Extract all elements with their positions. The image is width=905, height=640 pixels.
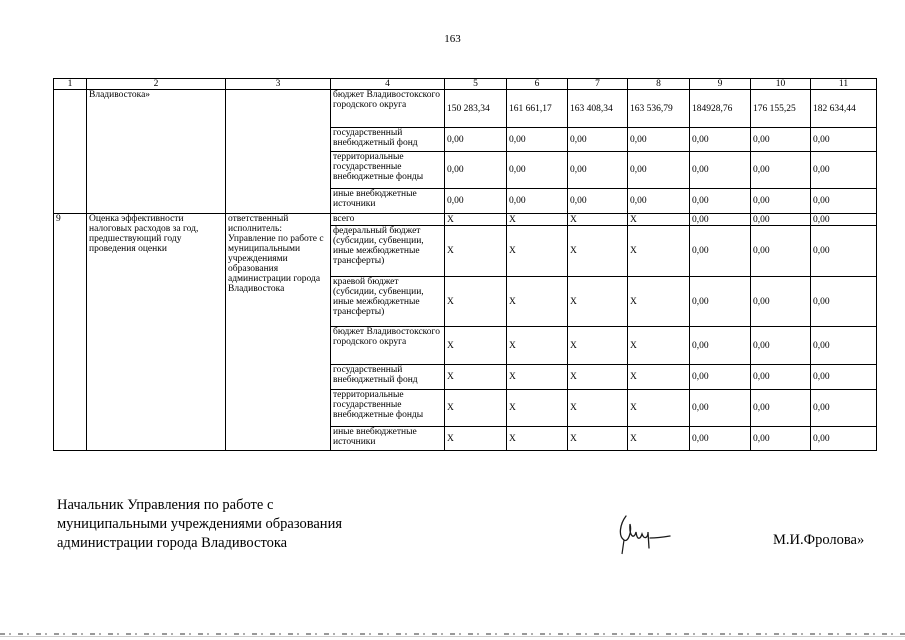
value-cell: X [628,390,690,427]
column-number: 4 [331,79,445,90]
value-cell: X [568,427,628,451]
value-cell: 0,00 [751,327,811,365]
column-number: 8 [628,79,690,90]
value-cell: X [628,427,690,451]
value-cell: 0,00 [751,189,811,214]
value-cell: X [568,327,628,365]
funding-source-cell: федеральный бюджет (субсидии, субвенции, иные межбюджетные трансферты) [331,226,445,277]
value-cell: 176 155,25 [751,90,811,128]
value-cell: 0,00 [751,365,811,390]
value-cell: X [507,226,568,277]
value-cell: 161 661,17 [507,90,568,128]
value-cell: X [568,390,628,427]
value-cell: X [507,277,568,327]
value-cell: X [445,427,507,451]
value-cell: X [568,226,628,277]
value-cell: 0,00 [507,189,568,214]
value-cell: X [628,214,690,226]
value-cell: 0,00 [507,152,568,189]
value-cell: 0,00 [811,327,877,365]
funding-source-cell: территориальные государственные внебюджетные фонды [331,390,445,427]
value-cell: X [445,277,507,327]
executor-cell: ответственный исполнитель: Управление по работе с муниципальными учреждениями образования администрации города Владивостока [226,214,331,451]
value-cell: X [628,226,690,277]
value-cell: 0,00 [445,152,507,189]
table-row [54,90,877,128]
budget-table [53,78,877,451]
handwritten-signature [612,510,672,558]
value-cell: 0,00 [445,128,507,152]
executor-cell [226,90,331,214]
column-number: 2 [87,79,226,90]
value-cell: 0,00 [751,226,811,277]
value-cell: X [507,365,568,390]
value-cell: 0,00 [690,128,751,152]
value-cell: 184928,76 [690,90,751,128]
value-cell: 0,00 [751,128,811,152]
value-cell: X [445,226,507,277]
funding-source-cell: краевой бюджет (субсидии, субвенции, иные межбюджетные трансферты) [331,277,445,327]
value-cell: 0,00 [811,128,877,152]
value-cell: X [628,327,690,365]
value-cell: 0,00 [690,390,751,427]
value-cell: X [507,214,568,226]
signature-block [57,496,342,553]
value-cell: X [628,365,690,390]
value-cell: 0,00 [811,277,877,327]
value-cell: 0,00 [811,390,877,427]
signer-position-line: Начальник Управления по работе с [57,497,274,513]
column-number: 9 [690,79,751,90]
value-cell: 0,00 [690,226,751,277]
value-cell: 0,00 [690,152,751,189]
value-cell: X [568,214,628,226]
column-number: 5 [445,79,507,90]
value-cell: 182 634,44 [811,90,877,128]
funding-source-cell: иные внебюджетные источники [331,427,445,451]
value-cell: 0,00 [811,189,877,214]
page-number: 163 [444,33,461,45]
value-cell: X [445,390,507,427]
row-number-cell: 9 [54,214,87,451]
value-cell: X [568,365,628,390]
value-cell: X [445,365,507,390]
column-number: 1 [54,79,87,90]
value-cell: 0,00 [751,390,811,427]
value-cell: 0,00 [751,277,811,327]
value-cell: 0,00 [690,189,751,214]
row-number-cell [54,90,87,214]
funding-source-cell: иные внебюджетные источники [331,189,445,214]
value-cell: X [445,327,507,365]
value-cell: 0,00 [690,277,751,327]
signer-position-line: администрации города Владивостока [57,535,288,551]
value-cell: 0,00 [628,189,690,214]
column-number: 6 [507,79,568,90]
value-cell: 0,00 [811,226,877,277]
value-cell: 0,00 [568,128,628,152]
funding-source-cell: всего [331,214,445,226]
value-cell: 163 408,34 [568,90,628,128]
measure-name-cell: Владивостока» [87,90,226,214]
column-number: 11 [811,79,877,90]
value-cell: X [445,214,507,226]
value-cell: X [507,390,568,427]
value-cell: 0,00 [690,365,751,390]
value-cell: 0,00 [568,189,628,214]
scan-artifact [0,633,905,635]
value-cell: 0,00 [811,214,877,226]
column-number: 10 [751,79,811,90]
funding-source-cell: государственный внебюджетный фонд [331,128,445,152]
value-cell: X [507,327,568,365]
value-cell: 0,00 [568,152,628,189]
value-cell: 0,00 [690,327,751,365]
scan-artifact [0,636,905,637]
column-number: 3 [226,79,331,90]
value-cell: 0,00 [751,214,811,226]
value-cell: 0,00 [811,152,877,189]
signer-name: М.И.Фролова» [773,532,865,548]
value-cell: 0,00 [628,128,690,152]
column-number: 7 [568,79,628,90]
value-cell: 0,00 [751,427,811,451]
funding-source-cell: бюджет Владивостокского городского округа [331,90,445,128]
value-cell: 0,00 [811,427,877,451]
value-cell: X [568,277,628,327]
value-cell: 0,00 [690,427,751,451]
table-header-row [54,79,877,90]
signer-position-line: муниципальными учреждениями образования [57,516,342,532]
funding-source-cell: территориальные государственные внебюджетные фонды [331,152,445,189]
value-cell: 150 283,34 [445,90,507,128]
measure-name-cell: Оценка эффективности налоговых расходов за год, предшествующий году проведения оценки [87,214,226,451]
value-cell: 0,00 [628,152,690,189]
value-cell: 0,00 [811,365,877,390]
funding-source-cell: государственный внебюджетный фонд [331,365,445,390]
funding-source-cell: бюджет Владивостокского городского округа [331,327,445,365]
value-cell: 0,00 [751,152,811,189]
value-cell: 0,00 [507,128,568,152]
table-row [54,214,877,226]
value-cell: X [628,277,690,327]
value-cell: 0,00 [690,214,751,226]
value-cell: 0,00 [445,189,507,214]
value-cell: X [507,427,568,451]
value-cell: 163 536,79 [628,90,690,128]
